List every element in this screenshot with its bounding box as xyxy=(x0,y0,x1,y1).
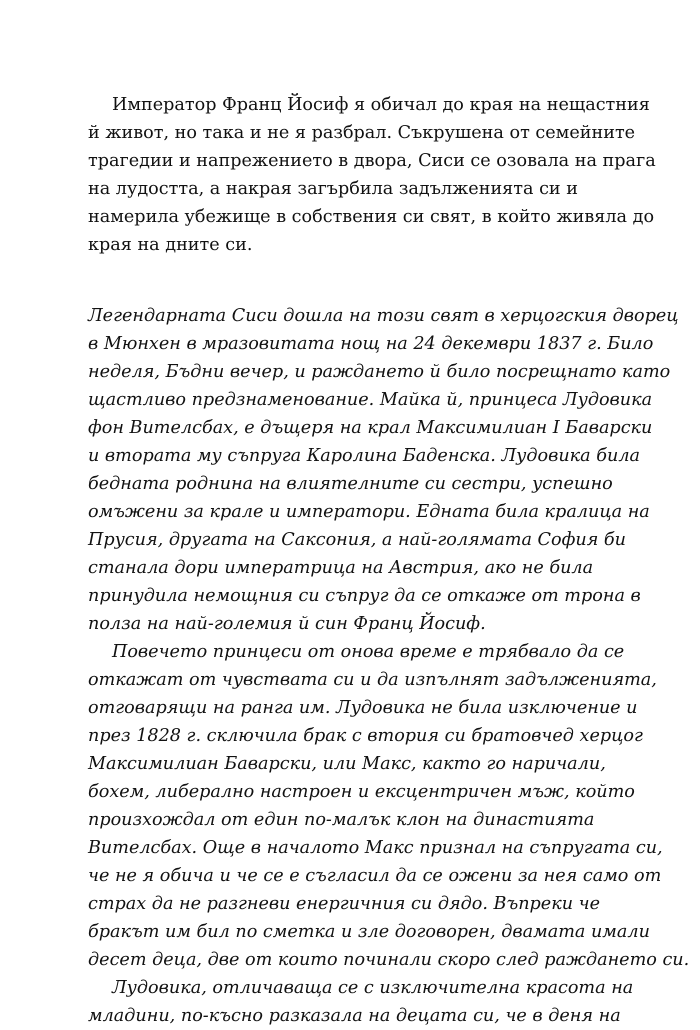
paragraph-2 xyxy=(88,302,679,638)
text-line: на лудостта, а накрая загърбила задълженията си и xyxy=(88,179,578,199)
text-line: фон Вителсбах, е дъщеря на крал Максимилиан I Баварски xyxy=(88,418,653,438)
text-line: Повечето принцеси от онова време е трябвало да се xyxy=(112,642,625,662)
paragraph-4 xyxy=(88,974,634,1030)
text-line: бедната роднина на влиятелните си сестри, успешно xyxy=(88,474,613,494)
text-line: станала дори императрица на Австрия, ако не била xyxy=(88,558,594,578)
text-line: Легендарната Сиси дошла на този свят в херцогския дворец xyxy=(88,306,679,326)
text-line: в Мюнхен в мразовитата нощ на 24 декември 1837 г. Било xyxy=(88,334,654,354)
text-line: трагедии и напрежението в двора, Сиси се озовала на прага xyxy=(88,151,656,171)
text-line: и втората му съпруга Каролина Баденска. Лудовика била xyxy=(88,446,641,466)
text-line: Вителсбах. Още в началото Макс признал на съпругата си, xyxy=(88,838,663,858)
text-line: десет деца, две от които починали скоро след раждането си. xyxy=(88,950,690,970)
text-line: откажат от чувствата си и да изпълнят задълженията, xyxy=(88,670,657,690)
text-line: че не я обича и че се е съгласил да се ожени за нея само от xyxy=(88,866,662,886)
text-line: принудила немощния си съпруг да се откаже от трона в xyxy=(88,586,641,606)
text-line: края на дните си. xyxy=(88,235,253,255)
text-line: Максимилиан Баварски, или Макс, както го наричали, xyxy=(88,754,606,774)
text-line: щастливо предзнаменование. Майка й, принцеса Лудовика xyxy=(88,390,653,410)
text-block-main xyxy=(88,302,690,1030)
text-line: Император Франц Йосиф я обичал до края на нещастния xyxy=(112,95,650,115)
text-line: през 1828 г. сключила брак с втория си братовчед херцог xyxy=(88,726,643,746)
text-line: отговарящи на ранга им. Лудовика не била изключение и xyxy=(88,698,638,718)
text-line: страх да не разгневи енергичния си дядо. Въпреки че xyxy=(88,894,600,914)
text-block-intro xyxy=(88,91,656,259)
text-line: неделя, Бъдни вечер, и раждането й било посрещнато като xyxy=(88,362,671,382)
text-line: бохем, либерално настроен и ексцентричен мъж, който xyxy=(88,782,635,802)
text-line: младини, по-късно разказала на децата си, че в деня на xyxy=(88,1006,621,1026)
paragraph-3 xyxy=(88,638,690,974)
text-line: полза на най-големия й син Франц Йосиф. xyxy=(88,614,486,634)
text-line: бракът им бил по сметка и зле договорен, двамата имали xyxy=(88,922,650,942)
text-line: Прусия, другата на Саксония, а най-голямата София би xyxy=(88,530,627,550)
text-line: намерила убежище в собствения си свят, в който живяла до xyxy=(88,207,655,227)
text-line: Лудовика, отличаваща се с изключителна красота на xyxy=(112,978,634,998)
text-line: омъжени за крале и императори. Едната била кралица на xyxy=(88,502,650,522)
paragraph-1 xyxy=(88,91,656,259)
text-line: й живот, но така и не я разбрал. Съкрушена от семейните xyxy=(88,123,636,143)
text-line: произхождал от един по-малък клон на династията xyxy=(88,810,595,830)
